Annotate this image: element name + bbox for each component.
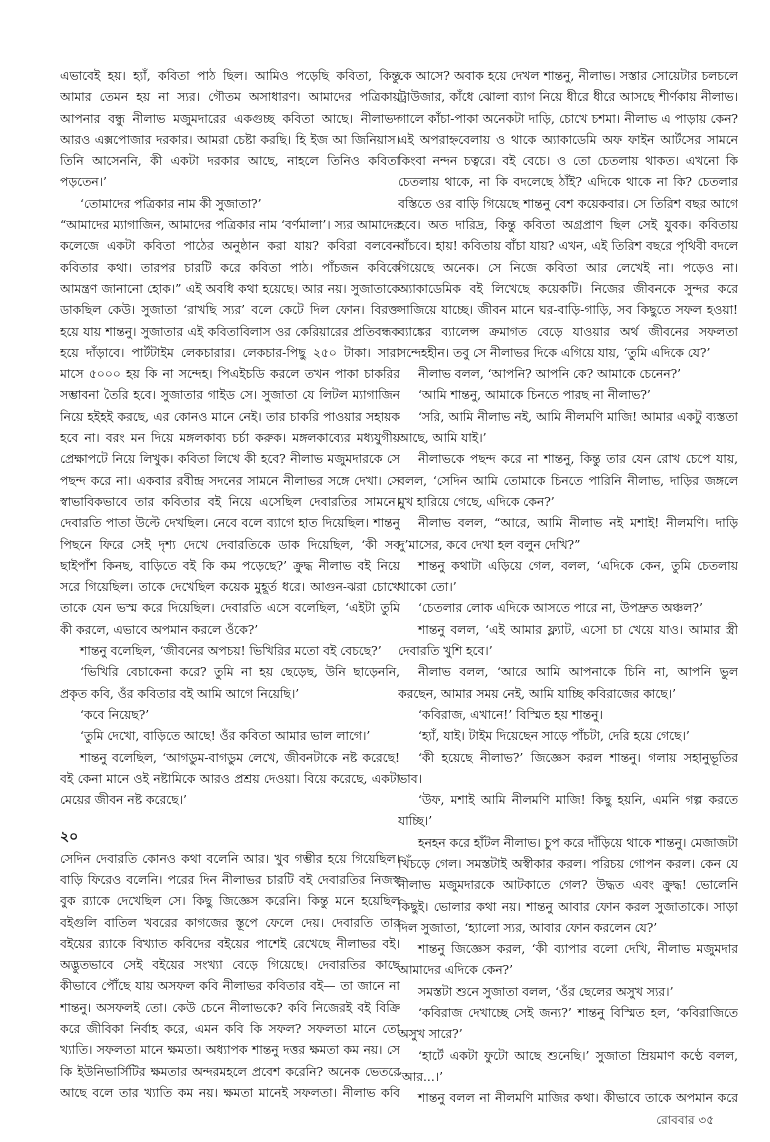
paragraph: এভাবেই হয়। হ্যাঁ, কবিতা পাঠ ছিল। আমিও পড়েছি কবিতা, কিন্তু আমার তেমন হয় না স্যর। গৌতম অসাধারণ। আমাদের পত্রিকায় আপনার বন্ধু নীলাভ মজুমদারের একগুচ্ছ কবিতা আছে। নীলাভদ আরও এক্সপোজার দরকার। আমরা চেষ্টা করছি। হি ইজ আ জিনিয়াস। তিনি আসেননি, কী একটা দরকার আছে, নাহলে তিনিও কবিতা পড়তেন।’ bbox=[60, 69, 400, 190]
paragraph: ‘হ্যাঁ, যাই। টাইম দিয়েছেন সাড়ে পাঁচটা, দেরি হয়ে গেছে।’ bbox=[418, 729, 690, 744]
paragraph: শান্তনু বলেছিল, ‘জীবনের অপচয়! ভিখিরির মতো বই বেচছে?’ bbox=[80, 644, 382, 659]
paragraph: ‘কবে নিয়েছ?’ bbox=[80, 707, 150, 722]
paragraph: শান্তনু বলল না নীলমণি মাজির কথা। কীভাবে তাকে অপমান করে bbox=[418, 1091, 738, 1106]
paragraph: ‘সরি, আমি নীলাভ নই, আমি নীলমণি মাজি! আমার একটু ব্যস্ততা আছে, আমি যাই।’ bbox=[398, 409, 738, 446]
paragraph: হনহন করে হাঁটল নীলাভ। চুপ করে দাঁড়িয়ে থাকে শান্তনু। মেজাজটা খিঁচড়ে গেল। সমস্তটাই অস্বীকার করল। পরিচয় গোপন করল। কেন যে নীলাভ মজুমদারকে আটকাতে গেল? উদ্ধত এবং ক্রুদ্ধ! ভোলেনি কিছুই। ভোলার কথা নয়। শান্তনু আবার ফোন করল সুজাতাকে। সাড়া দিল সুজাতা, ‘হ্যালো স্যর, আবার ফোন করলেন যে?’ bbox=[398, 835, 738, 935]
paragraph: শান্তনু বলল, ‘এই আমার ফ্ল্যাট, এসো চা খেয়ে যাও। আমার স্ত্রী দেবারতি খুশি হবে।’ bbox=[398, 622, 738, 659]
paragraph: ‘হার্টে একটা ফুটো আছে শুনেছি।’ সুজাতা ম্রিয়মাণ কণ্ঠে বলল, ‘আর...।’ bbox=[398, 1048, 738, 1084]
paragraph: ‘তোমাদের পত্রিকার নাম কী সুজাতা?’ bbox=[80, 196, 262, 211]
paragraph: ‘আমি শান্তনু, আমাকে চিনতে পারছ না নীলাভ?’ bbox=[418, 388, 651, 403]
paragraph: ‘চেতলার লোক এদিকে আসতে পারে না, উপদ্রুত অঞ্চল?’ bbox=[418, 601, 703, 616]
paragraph: ‘কবিরাজ, এখানে!’ বিস্মিত হয় শান্তনু। bbox=[418, 707, 603, 722]
page-footer: রোববার ৩৫ bbox=[656, 1113, 714, 1127]
paragraph: ‘তুমি দেখো, বাড়িতে আছে! ওঁর কবিতা আমার ভাল লাগে।’ bbox=[80, 729, 371, 744]
text-column-right bbox=[398, 66, 738, 1106]
paragraph: ‘কী হয়েছে নীলাভ?’ জিজ্ঞেস করল শান্তনু। গলায় সহানুভূতির ভাব। bbox=[398, 750, 738, 786]
paragraph: ‘কবিরাজ দেখাচ্ছে সেই জন্য?’ শান্তনু বিস্মিত হল, ‘কবিরাজিতে অসুখ সারে?’ bbox=[398, 1006, 738, 1042]
paragraph: নীলাভকে পছন্দ করে না শান্তনু, কিন্তু তার যেন রোখ চেপে যায়, বলল, ‘সেদিন আমি তোমাকে চিনতে পারিনি নীলাভ, দাড়ির জঙ্গলে মুখ হারিয়ে গেছে, এদিকে কেন?’ bbox=[398, 452, 738, 509]
section-number: ২০ bbox=[60, 829, 79, 846]
paragraph: সেদিন দেবারতি কোনও কথা বলেনি আর। খুব গম্ভীর হয়ে গিয়েছিল। বাড়ি ফিরেও বলেনি। পরের দিন নীলাভর চারটি বই দেবারতির নিজস্ব বুক র‍্যাকে দেখেছিল সে। কিছু জিজ্ঞেস করেনি। কিন্তু মনে হয়েছিল বইগুলি বাতিল খবরের কাগজের স্তূপে ফেলে দেয়। দেবারতি তার বইয়ের র‍্যাকে বিখ্যাত কবিদের বইয়ের পাশেই রেখেছে নীলাভর বই। অদ্ভুতভাবে সেই বইয়ের সংখ্যা বেড়ে গিয়েছে। দেবারতির কাছে কীভাবে পৌঁছে যায় অসফল কবি নীলাভর কবিতার বই— তা জানে না শান্তনু। অসফলই তো। কেউ চেনে নীলাভকে? কবি নিজেরই বই বিক্রি করে জীবিকা নির্বাহ করে, এমন কবি কি সফল? সফলতা মানে তো খ্যাতি। সফলতা মানে ক্ষমতা। অধ্যাপক শান্তনু দত্তর ক্ষমতা কম নয়। সে কি ইউনিভার্সিটির ক্ষমতার অন্দরমহলে প্রবেশ করেনি? অনেক ভেতরে আছে বলে তার খ্যাতি কম নয়। ক্ষমতা মানেই সফলতা। নীলাভ কবি bbox=[60, 851, 400, 1100]
paragraph: শান্তনু বলেছিল, ‘আগডুম-বাগডুম লেখে, জীবনটাকে নষ্ট করেছে! বই কেনা মানে ওই নষ্টামিকে আরও প্রশ্রয় দেওয়া। বিয়ে করেছে, একটা মেয়ের জীবন নষ্ট করেছে।’ bbox=[60, 750, 400, 808]
paragraph: নীলাভ বলল, ‘আপনি? আপনি কে? আমাকে চেনেন?’ bbox=[418, 367, 682, 382]
paragraph: শান্তনু কথাটা এড়িয়ে গেল, বলল, ‘এদিকে কেন, তুমি চেতলায় থাকো তো।’ bbox=[398, 558, 738, 595]
paragraph: কে আসে? অবাক হয়ে দেখল শান্তনু, নীলাভ। সস্তার সোয়েটার চলচলে ট্রাউজার, কাঁধে ঝোলা ব্যাগ নিয়ে ধীরে ধীরে আসছে শীর্ণকায় নীলাভ। গালে কাঁচা-পাকা অনেকটা দাড়ি, চোখে চশমা। নীলাভ এ পাড়ায় কেন? এই অপরাহ্নবেলায় ও থাকে অ্যাকাডেমি অফ ফাইন আর্টসের সামনে কিংবা নন্দন চত্বরে। বই বেচে। ও তো চেতলায় থাকত। এখনো কি চেতলায় থাকে, না কি বদলেছে ঠাঁই? এদিকে থাকে না কি? চেতলার বস্তিতে ওর বাড়ি গিয়েছে শান্তনু বেশ কয়েকবার। সে তিরিশ বছর আগে হবে। অত দারিদ্র, কিন্তু কবিতা অগ্রপ্রাণ ছিল সেই যুবক। কবিতায় বাঁচবে। হায়! কবিতায় বাঁচা যায়? এখন, এই তিরিশ বছরে পৃথিবী বদলে গিয়েছে অনেক। সে নিজে কবিতা আর লেখেই না। পড়েও না। অ্যাকাডেমিক বই লিখেছে কয়েকটি। নিজের জীবনকে সুন্দর করে সাজিয়ে যাচ্ছে। জীবন মানে ঘর-বাড়ি-গাড়ি, সব কিছুতে সফল হওয়া! ব্যাঙ্কের ব্যালেন্স ক্রমাগত বেড়ে যাওয়ার অর্থ জীবনের সফলতা সন্দেহহীন। তবু সে নীলাভর দিকে এগিয়ে যায়, ‘তুমি এদিকে যে?’ bbox=[398, 69, 738, 360]
paragraph: ‘উফ, মশাই আমি নীলমণি মাজি! কিছু হয়নি, এমনি গল্প করতে যাচ্ছি।’ bbox=[398, 793, 738, 829]
paragraph: ‘ভিখিরি বেচাকেনা করে? তুমি না হয় ছেড়েছ, উনি ছাড়েননি, প্রকৃত কবি, ওঁর কবিতার বই আমি আগে নিয়েছি।’ bbox=[60, 665, 400, 701]
paragraph: নীলাভ বলল, ‘আরে আমি আপনাকে চিনি না, আপনি ভুল করছেন, আমার সময় নেই, আমি যাচ্ছি কবিরাজের কাছে।’ bbox=[398, 665, 738, 701]
paragraph: সমস্তটা শুনে সুজাতা বলল, ‘ওঁর ছেলের অসুখ স্যর।’ bbox=[418, 984, 674, 999]
paragraph: শান্তনু জিজ্ঞেস করল, ‘কী ব্যাপার বলো দেখি, নীলাভ মজুমদার আমাদের এদিকে কেন?’ bbox=[398, 942, 738, 978]
text-column-left bbox=[60, 66, 400, 1106]
paragraph: “আমাদের ম্যাগাজিন, আমাদের পত্রিকার নাম ‘বর্ণমালা’। স্যর আমাদের কলেজে একটা কবিতা পাঠের অনুষ্ঠান করা যায়? কবিরা বলবেন কবিতার কথা। তারপর চারটি করে কবিতা পাঠ। পাঁচজন কবিকে আমন্ত্রণ জানানো হোক।” এই অবধি কথা হয়েছে। আর নয়। সুজাতাকে ডাকছিল কেউ। সুজাতা ‘রাখছি স্যর’ বলে কেটে দিল ফোন। বিরক্ত হয়ে যায় শান্তনু। সুজাতার এই কবিতাবিলাস ওর কেরিয়ারের প্রতিবন্ধক হয়ে দাঁড়াবে। পার্টটাইম লেকচারার। লেকচার-পিছু ২৫০ টাকা। সারা মাসে ৫০০০ হয় কি না সন্দেহ। পিএইচডি করলে তখন পাকা চাকরির সম্ভাবনা তৈরি হবে। সুজাতার গাইড সে। সুজাতা যে লিটল ম্যাগাজিন নিয়ে হইহই করছে, এর কোনও মানে নেই। তার চাকরি পাওয়ার সহায়ক হবে না। বরং মন দিয়ে মঙ্গলকাব্য চর্চা করুক। মঙ্গলকাব্যের মধ্যযুগীয় প্রেক্ষাপটে নিয়ে লিখুক। কবিতা লিখে কী হবে? নীলাভ মজুমদারকে সে পছন্দ করে না। একবার রবীন্দ্র সদনের সামনে নীলাভর সঙ্গে দেখা। সে স্বাভাবিকভাবে তার কবিতার বই নিয়ে এসেছিল দেবারতির সামনে। দেবারতি পাতা উল্টে দেখছিল। নেবে বলে ব্যাগে হাত দিয়েছিল। শান্তনু পিছনে ফিরে সেই দৃশ্য দেখে দেবারতিকে ডাক দিয়েছিল, ‘কী সব ছাইপাঁশ কিনছ, বাড়িতে বই কি কম পড়েছে?’ ক্রুদ্ধ নীলাভ বই নিয়ে সরে গিয়েছিল। তাকে দেখেছিল কয়েক মুহূর্ত ধরে। আগুন-ঝরা চোখে তাকে যেন ভস্ম করে দিয়েছিল। দেবারতি এসে বলেছিল, ‘এইটা তুমি কী করলে, এভাবে অপমান করলে ওঁকে?’ bbox=[60, 218, 400, 637]
paragraph: নীলাভ বলল, “আরে, আমি নীলাভ নই মশাই! নীলমণি। দাড়ি দু’মাসের, কবে দেখা হল বলুন দেখি?” bbox=[398, 516, 738, 552]
